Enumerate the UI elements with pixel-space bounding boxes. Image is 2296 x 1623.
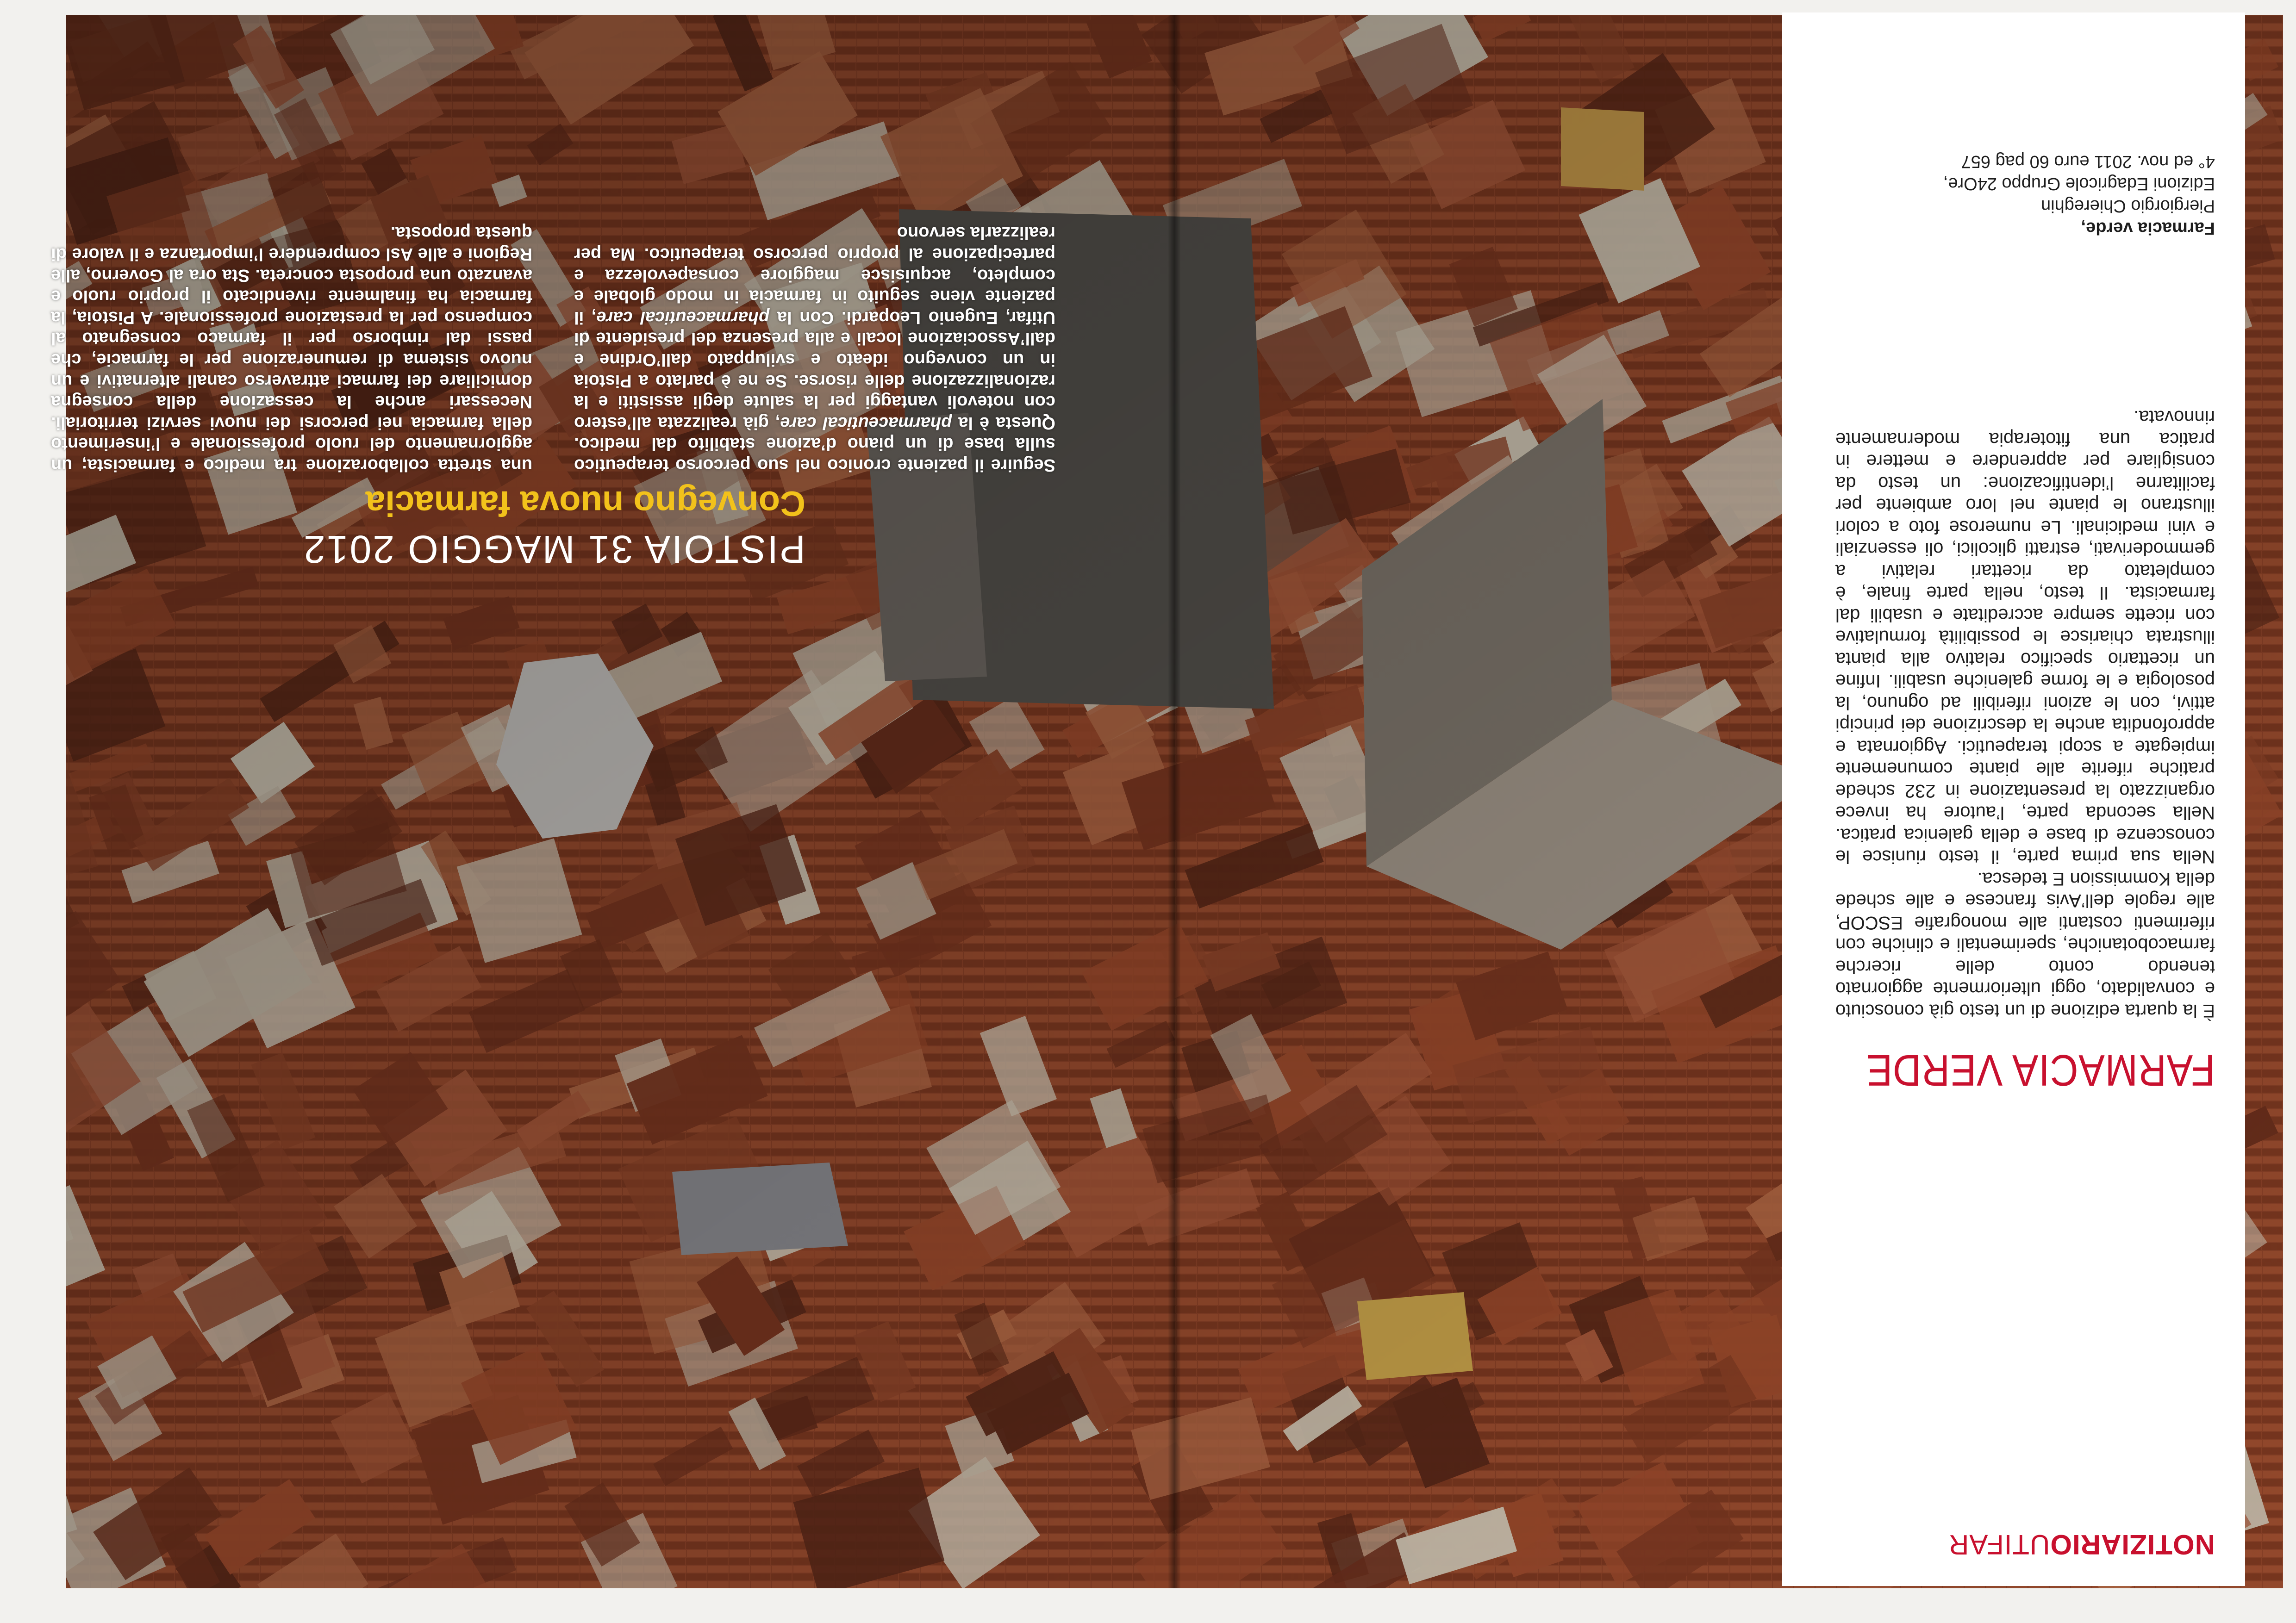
review-title: FARMACIA VERDE (1866, 1045, 2215, 1095)
convention-text: , il paziente viene seguito in farmacia in modo globale e completo, acquisisce maggiore consapevolezza e partecipazione al proprio percorso terapeutico. Ma per realizzarla servono (574, 223, 1055, 327)
book-credits (1835, 124, 2215, 239)
logo-light: UTIFAR (1948, 1529, 2050, 1560)
book-publisher: Edizioni Edagricole Gruppo 24Ore, (1943, 174, 2215, 193)
convention-date: PISTOIA 31 MAGGIO 2012 (302, 528, 805, 571)
convention-column-1 (574, 31, 1055, 475)
magazine-logo (1891, 1526, 2215, 1563)
convention-text: , già realizzata all’estero con notevoli vantaggi per la salute degli assistiti e la razionalizzazione delle risorse. Se ne è parlato a Pistoia in un convegno ideato e sviluppato dall’Ordine e dall’Associazione locali e alla presenza del presidente di Utifar, Eugenio Leopardi. Con la (574, 307, 1055, 433)
page-gutter (1168, 15, 1180, 1588)
review-paragraph: È la quarta edizione di un testo già conosciuto e convalidato, oggi ulteriormente aggiornato tenendo conto delle ricerche farmacobotaniche, sperimentali e cliniche con riferimenti costanti alle monografie ESCOP, alle regole dell’Avis francese e alle schede della Kommission E tedesca. (1835, 869, 2215, 1021)
review-paragraph: Nella sua prima parte, il testo riunisce le conoscenze di base e della galenica pratica. Nella seconda parte, l’autore ha invece organizzato la presentazione in 232 schede pratiche riferite alle piante comunemente impiegate a scopi terapeutici. Aggiornata e approfondita anche la descrizione dei principi attivi, con le azioni riferibili ad ognuno, la posologia e le forme galeniche usabili. Infine un ricettario specifico relativo alla pianta illustrata chiarisce le possibilità formulative con ricette sempre accreditate e usabili dal farmacista. Il testo, nella parte finale, è completato da ricettari relativi a gemmoderivati, estratti glicolici, oli essenziali e vini medicinali. Le numerose foto a colori illustrano le piante nel loro ambiente per facilitarne l’identificazione: un testo da consigliare per apprendere e mettere in pratica una fitoterapia modernamente rinnovata. (1835, 407, 2215, 867)
convention-header (111, 475, 805, 572)
review-body (1835, 327, 2215, 1021)
convention-text: Seguire il paziente cronico nel suo percorso terapeutico sulla base di un piano d’azione stabilito dal medico. Questa è la (574, 413, 1055, 475)
logo-bold: NOTIZIARIO (2050, 1529, 2215, 1560)
convention-title: Convegno nuova farmacia (365, 484, 805, 523)
convention-column-2: una stretta collaborazione tra medico e farmacista; un aggiornamento del ruolo professionale e l’inserimento della farmacia nei percorsi dei nuovi servizi territoriali. Necessari anche la cessazione della consegna domiciliare dei farmaci attraverso canali alternativi e un nuovo sistema di remunerazione per le farmacie, che passi dal rimborso per il farmaco consegnato al compenso per la prestazione professionale. A Pistoia, la farmacia ha finalmente rivendicato il proprio ruolo e avanzato una proposta concreta. Sta ora al Governo, alle Regioni e alle Asl comprendere l’importanza e il valore di questa proposta. (51, 223, 532, 475)
convention-emphasis: pharmaceutical care (596, 307, 770, 327)
book-title: Farmacia verde, (2081, 218, 2215, 238)
book-author: Piergiorgio Chiereghin (2041, 196, 2215, 216)
convention-emphasis: pharmaceutical care (780, 413, 952, 433)
book-edition: 4° ed nov. 2011 euro 60 pag 657 (1961, 152, 2215, 171)
